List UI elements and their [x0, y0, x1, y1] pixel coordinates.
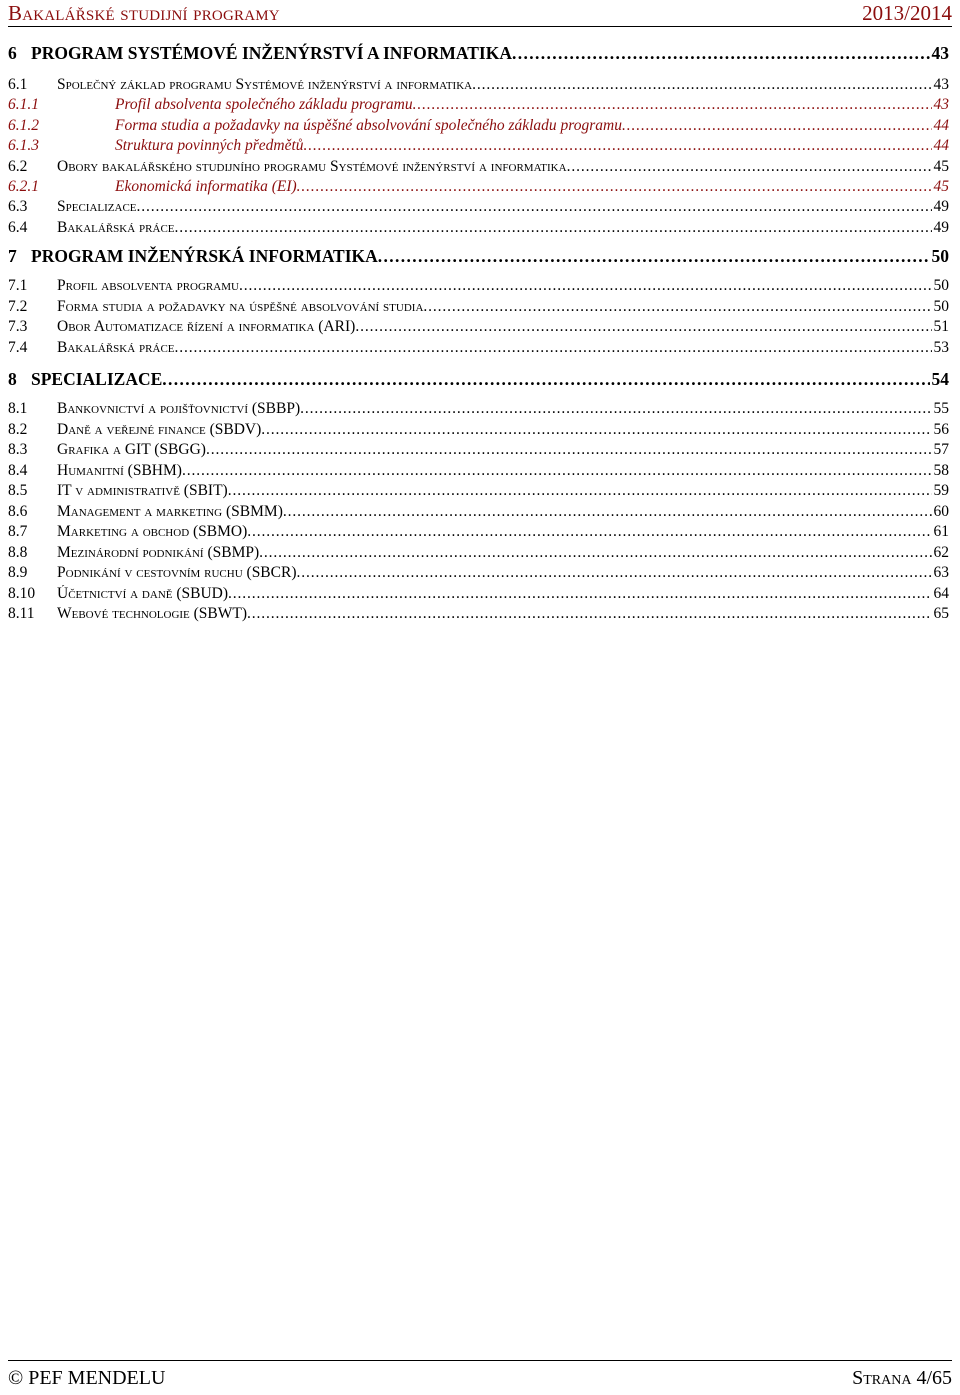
toc-entry-page: 64 [933, 585, 949, 602]
toc-leader-dots [512, 43, 930, 64]
toc-entry-title: Management a marketing (SBMM) [57, 503, 283, 520]
toc-entry[interactable] [8, 441, 949, 459]
toc-leader-dots [239, 277, 932, 295]
toc-entry-number: 7.4 [8, 339, 28, 356]
toc-leader-dots [228, 482, 932, 500]
toc-entry-title: Mezinárodní podnikání (SBMP) [57, 544, 260, 561]
toc-leader-dots [247, 605, 931, 623]
toc-entry[interactable] [8, 246, 949, 267]
toc-entry-number: 7.3 [8, 318, 28, 335]
toc-leader-dots [259, 544, 931, 562]
toc-leader-dots [261, 421, 931, 439]
toc-entry[interactable] [8, 158, 949, 176]
toc-entry-number: 8.9 [8, 564, 28, 581]
toc-entry-number: 8 [8, 369, 17, 389]
page-footer [8, 1360, 952, 1388]
toc-entry-page: 44 [933, 117, 949, 134]
toc-entry-page: 62 [933, 544, 949, 561]
toc-entry-title: Specializace [57, 198, 137, 215]
toc-leader-dots [567, 158, 932, 176]
toc-entry-page: 57 [933, 441, 949, 458]
toc-entry[interactable] [8, 43, 949, 64]
toc-entry-page: 45 [933, 158, 949, 175]
toc-entry-page: 58 [933, 462, 949, 479]
toc-entry-number: 8.1 [8, 400, 28, 417]
toc-entry-number: 8.8 [8, 544, 28, 561]
toc-leader-dots [206, 441, 932, 459]
toc-entry-page: 43 [933, 96, 949, 113]
toc-leader-dots [622, 117, 932, 135]
toc-entry-page: 53 [933, 339, 949, 356]
toc-entry[interactable] [8, 564, 949, 582]
toc-entry-number: 6.1.1 [8, 96, 39, 113]
toc-leader-dots [378, 246, 930, 267]
footer-page-number: 4/65 [916, 1367, 952, 1389]
toc-entry-title: Forma studia a požadavky na úspěšné absolvování studia [57, 298, 424, 315]
toc-entry-page: 50 [933, 277, 949, 294]
toc-entry[interactable] [8, 605, 949, 623]
toc-leader-dots [247, 523, 931, 541]
toc-entry-title: Obory bakalářského studijního programu Systémové inženýrství a informatika [57, 158, 567, 175]
toc-leader-dots [283, 503, 932, 521]
toc-entry-number: 7.2 [8, 298, 28, 315]
toc-leader-dots [423, 298, 931, 316]
header-title: Bakalářské studijní programy [8, 1, 280, 25]
toc-entry-number: 8.10 [8, 585, 36, 602]
toc-entry-title: PROGRAM INŽENÝRSKÁ INFORMATIKA [31, 246, 378, 266]
footer-page-label: Strana [852, 1367, 912, 1389]
toc-entry-title: Bakalářská práce [57, 339, 175, 356]
toc-leader-dots [300, 400, 931, 418]
toc-entry-title: Profil absolventa společného základu programu [115, 96, 413, 113]
toc-entry-number: 6.2.1 [8, 178, 39, 195]
toc-entry-number: 8.11 [8, 605, 35, 622]
toc-entry[interactable] [8, 462, 949, 480]
toc-entry-page: 43 [933, 76, 949, 93]
toc-entry-title: Profil absolventa programu [57, 277, 239, 294]
toc-entry-page: 54 [931, 369, 949, 389]
toc-entry[interactable] [8, 482, 949, 500]
toc-entry-number: 6.1.2 [8, 117, 39, 134]
footer-page [852, 1361, 952, 1395]
toc-entry-page: 55 [933, 400, 949, 417]
toc-entry-page: 43 [931, 43, 949, 63]
toc-leader-dots [175, 219, 932, 237]
toc-entry[interactable] [8, 369, 949, 390]
toc-entry-page: 49 [933, 198, 949, 215]
toc-entry-number: 8.4 [8, 462, 28, 479]
toc-entry-page: 65 [933, 605, 949, 622]
toc-entry-title: IT v administrativě (SBIT) [57, 482, 228, 499]
toc-entry-title: Bankovnictví a pojišťovnictví (SBBP) [57, 400, 301, 417]
toc-leader-dots [297, 564, 932, 582]
toc-entry-number: 8.6 [8, 503, 28, 520]
toc-entry-page: 50 [933, 298, 949, 315]
toc-entry-number: 8.7 [8, 523, 28, 540]
toc-entry-title: Grafika a GIT (SBGG) [57, 441, 206, 458]
toc-entry-title: Bakalářská práce [57, 219, 175, 236]
toc-entry-number: 8.3 [8, 441, 28, 458]
toc-entry[interactable] [8, 96, 949, 114]
toc-entry[interactable] [8, 137, 949, 155]
toc-entry-title: Daně a veřejné finance (SBDV) [57, 421, 262, 438]
toc-entry-number: 6.1.3 [8, 137, 39, 154]
toc-entry-title: Podnikání v cestovním ruchu (SBCR) [57, 564, 297, 581]
footer-copyright: © PEF MENDELU [8, 1367, 166, 1389]
toc-entry-title: Webové technologie (SBWT) [57, 605, 248, 622]
toc-leader-dots [355, 318, 931, 336]
toc-entry[interactable] [8, 178, 949, 196]
toc-entry[interactable] [8, 318, 949, 336]
toc-leader-dots [228, 585, 931, 603]
toc-entry[interactable] [8, 117, 949, 135]
toc-entry-title: Struktura povinných předmětů [115, 137, 304, 154]
toc-entry-title: PROGRAM SYSTÉMOVÉ INŽENÝRSTVÍ A INFORMATIKA [31, 43, 512, 63]
toc-leader-dots [175, 339, 932, 357]
toc-entry-page: 44 [933, 137, 949, 154]
toc-entry[interactable] [8, 339, 949, 357]
toc-entry-page: 60 [933, 503, 949, 520]
toc-entry-page: 49 [933, 219, 949, 236]
toc-entry-number: 8.2 [8, 421, 28, 438]
toc-entry-page: 59 [933, 482, 949, 499]
toc-entry-title: Marketing a obchod (SBMO) [57, 523, 248, 540]
toc-entry[interactable] [8, 544, 949, 562]
toc-entry[interactable] [8, 503, 949, 521]
toc-entry-number: 6.4 [8, 219, 28, 236]
page-header [8, 0, 952, 27]
header-year: 2013/2014 [862, 1, 952, 25]
toc-entry[interactable] [8, 277, 949, 295]
toc-entry[interactable] [8, 585, 949, 603]
toc-entry-number: 7 [8, 246, 17, 266]
toc-entry[interactable] [8, 219, 949, 237]
toc-leader-dots [162, 369, 929, 390]
toc-leader-dots [304, 137, 932, 155]
toc-entry-number: 7.1 [8, 277, 28, 294]
toc-entry-page: 56 [933, 421, 949, 438]
toc-entry-title: Humanitní (SBHM) [57, 462, 182, 479]
toc-entry-page: 45 [933, 178, 949, 195]
toc-entry-title: SPECIALIZACE [31, 369, 163, 389]
toc-leader-dots [182, 462, 932, 480]
toc-entry-page: 61 [933, 523, 949, 540]
toc-leader-dots [137, 198, 932, 216]
toc-entry-title: Ekonomická informatika (EI) [115, 178, 297, 195]
toc-entry-title: Společný základ programu Systémové inženýrství a informatika [57, 76, 473, 93]
toc-entry[interactable] [8, 421, 949, 439]
toc-leader-dots [472, 76, 931, 94]
toc-entry[interactable] [8, 400, 949, 418]
toc-entry-number: 6 [8, 43, 17, 63]
toc-entry-number: 6.1 [8, 76, 28, 93]
toc-entry-page: 63 [933, 564, 949, 581]
toc-entry-page: 50 [931, 246, 949, 266]
toc-entry-title: Obor Automatizace řízení a informatika (ARI) [57, 318, 356, 335]
toc-leader-dots [413, 96, 932, 114]
toc-entry[interactable] [8, 198, 949, 216]
toc-entry-page: 51 [933, 318, 949, 335]
toc-entry[interactable] [8, 76, 949, 94]
toc-entry-number: 6.2 [8, 158, 28, 175]
toc-entry-number: 8.5 [8, 482, 28, 499]
toc-leader-dots [297, 178, 932, 196]
toc-entry-title: Forma studia a požadavky na úspěšné absolvování společného základu programu [115, 117, 622, 134]
toc-entry[interactable] [8, 523, 949, 541]
toc-entry-number: 6.3 [8, 198, 28, 215]
toc-entry-title: Účetnictví a daně (SBUD) [57, 585, 229, 602]
toc-entry[interactable] [8, 298, 949, 316]
